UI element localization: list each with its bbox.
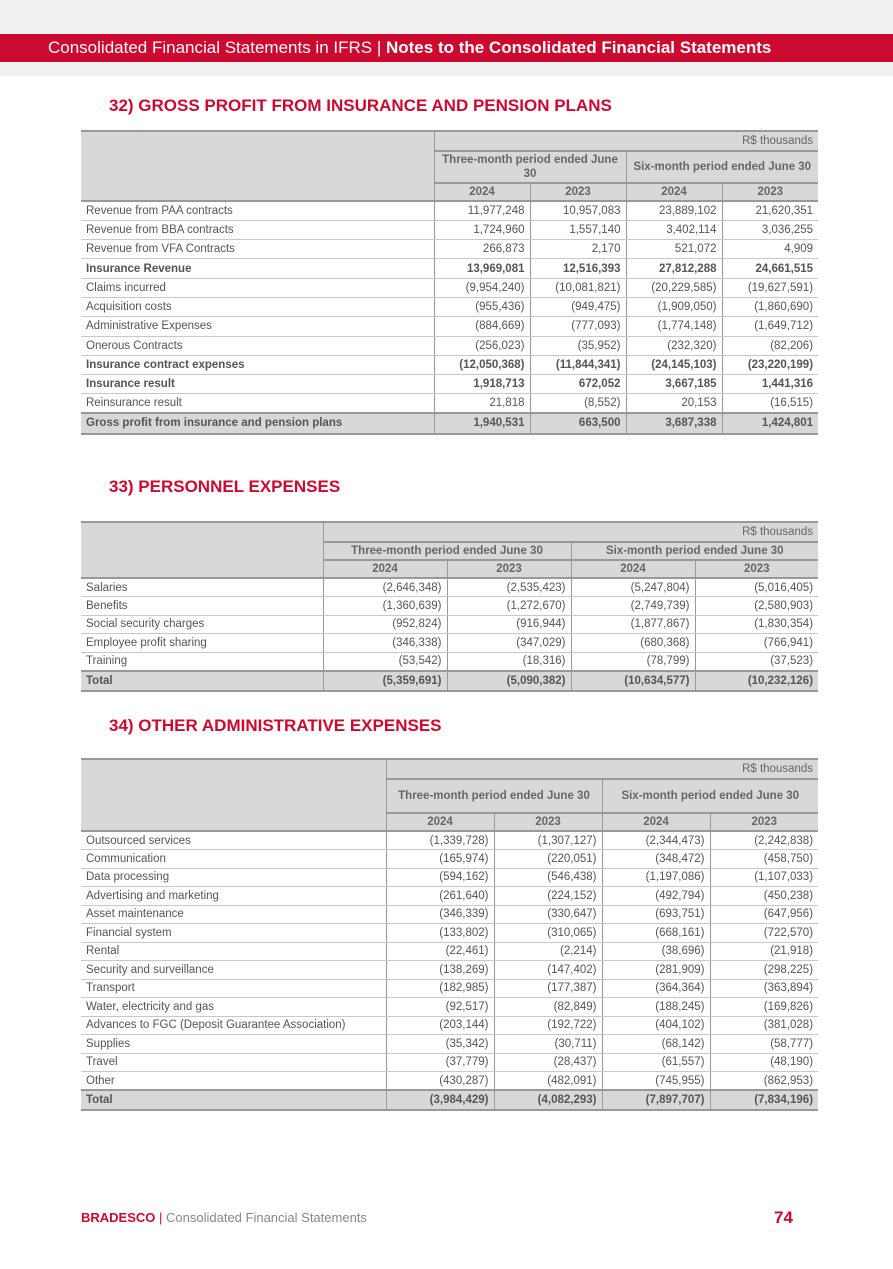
row-value: (949,475) [530,297,626,316]
table-row [81,887,818,906]
row-label: Data processing [81,868,386,887]
row-value: (450,238) [710,887,818,906]
row-label: Financial system [81,924,386,943]
row-label: Travel [81,1053,386,1072]
row-value: 3,036,255 [722,220,818,239]
row-value: (492,794) [602,887,710,906]
header-separator: | [372,38,386,57]
total-value: (7,897,707) [602,1090,710,1110]
row-value: (2,344,473) [602,831,710,850]
row-value: (16,515) [722,394,818,413]
row-value: (2,580,903) [695,597,818,616]
table-row [81,278,818,297]
row-label: Transport [81,979,386,998]
other-admin-expenses-table [81,758,818,1111]
row-value: (363,894) [710,979,818,998]
row-value: 3,667,185 [626,375,722,394]
row-value: (458,750) [710,850,818,869]
row-value: (2,242,838) [710,831,818,850]
row-value: (18,316) [447,652,571,671]
row-label: Claims incurred [81,278,434,297]
row-value: (10,081,821) [530,278,626,297]
total-row [81,671,818,691]
row-value: (37,523) [695,652,818,671]
row-value: (5,247,804) [571,578,695,597]
table-row [81,375,818,394]
footer-text: Consolidated Financial Statements [166,1210,367,1225]
row-value: (82,206) [722,336,818,355]
row-value: (92,517) [386,998,494,1017]
total-value: 1,424,801 [722,413,818,433]
row-value: (177,387) [494,979,602,998]
table-row [81,942,818,961]
row-value: (1,107,033) [710,868,818,887]
row-value: (346,338) [323,634,447,653]
row-value: 521,072 [626,240,722,259]
total-row [81,413,818,433]
row-value: (147,402) [494,961,602,980]
row-value: (364,364) [602,979,710,998]
header-bar [0,34,893,62]
row-value: 23,889,102 [626,201,722,220]
row-label: Other [81,1072,386,1091]
table-row [81,979,818,998]
row-value: (310,065) [494,924,602,943]
table-row [81,201,818,220]
footer [81,1210,367,1225]
row-value: 10,957,083 [530,201,626,220]
row-value: (61,557) [602,1053,710,1072]
row-value: (1,307,127) [494,831,602,850]
table-row [81,615,818,634]
row-value: 1,918,713 [434,375,530,394]
row-value: 1,441,316 [722,375,818,394]
row-value: (668,161) [602,924,710,943]
row-value: (952,824) [323,615,447,634]
row-value: 24,661,515 [722,259,818,278]
row-label: Advertising and marketing [81,887,386,906]
unit-label: R$ thousands [434,131,818,151]
total-label: Total [81,1090,386,1110]
row-value: (348,472) [602,850,710,869]
year-header: 2024 [323,560,447,578]
table-row [81,850,818,869]
year-header: 2024 [626,183,722,201]
period-header-six-month: Six-month period ended June 30 [571,542,818,560]
year-header: 2023 [447,560,571,578]
row-value: (745,955) [602,1072,710,1091]
total-value: 1,940,531 [434,413,530,433]
header-under-strip [0,62,893,76]
row-value: (11,844,341) [530,355,626,374]
row-value: (281,909) [602,961,710,980]
row-value: (2,749,739) [571,597,695,616]
row-value: (1,830,354) [695,615,818,634]
header-title: Notes to the Consolidated Financial Statements [385,38,772,57]
total-value: 663,500 [530,413,626,433]
row-value: (12,050,368) [434,355,530,374]
row-value: (1,909,050) [626,297,722,316]
row-value: (1,197,086) [602,868,710,887]
header-blank-cell [81,131,434,201]
row-value: (1,360,639) [323,597,447,616]
row-label: Administrative Expenses [81,317,434,336]
table-row [81,905,818,924]
row-value: (1,339,728) [386,831,494,850]
row-value: (955,436) [434,297,530,316]
year-header: 2024 [571,560,695,578]
row-label: Reinsurance result [81,394,434,413]
row-value: (203,144) [386,1016,494,1035]
row-label: Onerous Contracts [81,336,434,355]
row-value: (482,091) [494,1072,602,1091]
row-value: (24,145,103) [626,355,722,374]
unit-label: R$ thousands [323,522,818,542]
row-value: 20,153 [626,394,722,413]
row-value: (9,954,240) [434,278,530,297]
header-blank-cell [81,759,386,831]
row-value: (381,028) [710,1016,818,1035]
row-value: (298,225) [710,961,818,980]
table-row [81,220,818,239]
row-label: Advances to FGC (Deposit Guarantee Association) [81,1016,386,1035]
row-label: Insurance contract expenses [81,355,434,374]
row-label: Revenue from BBA contracts [81,220,434,239]
row-value: (777,093) [530,317,626,336]
row-value: (693,751) [602,905,710,924]
total-value: 3,687,338 [626,413,722,433]
table-row [81,924,818,943]
row-value: 1,557,140 [530,220,626,239]
row-value: (35,952) [530,336,626,355]
row-value: (23,220,199) [722,355,818,374]
row-value: (256,023) [434,336,530,355]
row-value: (133,802) [386,924,494,943]
row-value: (68,142) [602,1035,710,1054]
row-value: 11,977,248 [434,201,530,220]
row-value: (404,102) [602,1016,710,1035]
row-value: (346,339) [386,905,494,924]
row-value: (722,570) [710,924,818,943]
row-value: 3,402,114 [626,220,722,239]
row-value: (188,245) [602,998,710,1017]
year-header: 2023 [710,813,818,831]
row-value: 13,969,081 [434,259,530,278]
gross-profit-table [81,130,818,435]
row-value: (2,535,423) [447,578,571,597]
table-row [81,652,818,671]
year-header: 2023 [695,560,818,578]
personnel-expenses-table [81,521,818,692]
table-row [81,1035,818,1054]
table-row [81,317,818,336]
row-value: (884,669) [434,317,530,336]
header-blank-cell [81,522,323,578]
header-prefix: Consolidated Financial Statements in IFRS [48,38,373,57]
row-value: (430,287) [386,1072,494,1091]
row-label: Supplies [81,1035,386,1054]
row-value: (5,016,405) [695,578,818,597]
table-row [81,961,818,980]
row-value: (330,647) [494,905,602,924]
period-header-three-month: Three-month period ended June 30 [386,779,602,813]
table-row [81,578,818,597]
row-label: Asset maintenance [81,905,386,924]
year-header: 2023 [530,183,626,201]
row-value: (138,269) [386,961,494,980]
row-value: (28,437) [494,1053,602,1072]
row-value: (165,974) [386,850,494,869]
row-value: (224,152) [494,887,602,906]
row-value: (30,711) [494,1035,602,1054]
table-row [81,355,818,374]
year-header: 2024 [386,813,494,831]
row-value: (220,051) [494,850,602,869]
total-value: (10,634,577) [571,671,695,691]
row-value: (680,368) [571,634,695,653]
row-value: (38,696) [602,942,710,961]
row-value: (1,877,867) [571,615,695,634]
period-header-three-month: Three-month period ended June 30 [323,542,571,560]
table-row [81,634,818,653]
table-row [81,597,818,616]
table-row [81,1053,818,1072]
period-header-three-month: Three-month period ended June 30 [434,151,626,183]
table-row [81,868,818,887]
row-value: 12,516,393 [530,259,626,278]
row-value: (182,985) [386,979,494,998]
table-row [81,240,818,259]
row-label: Employee profit sharing [81,634,323,653]
row-value: (1,860,690) [722,297,818,316]
row-value: (347,029) [447,634,571,653]
row-label: Revenue from VFA Contracts [81,240,434,259]
row-value: 1,724,960 [434,220,530,239]
row-value: (169,826) [710,998,818,1017]
row-label: Insurance Revenue [81,259,434,278]
year-header: 2024 [602,813,710,831]
table-row [81,297,818,316]
row-label: Outsourced services [81,831,386,850]
table-row [81,831,818,850]
row-value: (1,774,148) [626,317,722,336]
row-value: 266,873 [434,240,530,259]
unit-label: R$ thousands [386,759,818,779]
row-value: 4,909 [722,240,818,259]
row-value: (53,542) [323,652,447,671]
row-value: (1,272,670) [447,597,571,616]
row-label: Insurance result [81,375,434,394]
table-row [81,1016,818,1035]
row-label: Water, electricity and gas [81,998,386,1017]
total-label: Total [81,671,323,691]
row-value: 2,170 [530,240,626,259]
row-value: (261,640) [386,887,494,906]
row-label: Revenue from PAA contracts [81,201,434,220]
total-value: (4,082,293) [494,1090,602,1110]
row-value: (647,956) [710,905,818,924]
row-value: 21,818 [434,394,530,413]
row-value: (192,722) [494,1016,602,1035]
row-value: (8,552) [530,394,626,413]
table-row [81,394,818,413]
row-value: (766,941) [695,634,818,653]
section-title-34: 34) OTHER ADMINISTRATIVE EXPENSES [109,716,442,735]
section-title-33: 33) PERSONNEL EXPENSES [109,477,341,496]
row-value: 27,812,288 [626,259,722,278]
footer-separator: | [155,1210,167,1225]
row-value: (37,779) [386,1053,494,1072]
row-value: (594,162) [386,868,494,887]
row-value: (21,918) [710,942,818,961]
row-value: (48,190) [710,1053,818,1072]
row-value: (20,229,585) [626,278,722,297]
row-value: 672,052 [530,375,626,394]
row-value: (1,649,712) [722,317,818,336]
total-value: (7,834,196) [710,1090,818,1110]
row-label: Training [81,652,323,671]
row-value: (2,646,348) [323,578,447,597]
table-row [81,336,818,355]
row-value: (916,944) [447,615,571,634]
footer-brand: BRADESCO [81,1210,156,1225]
top-strip [0,0,893,34]
row-label: Benefits [81,597,323,616]
row-label: Acquisition costs [81,297,434,316]
row-value: (82,849) [494,998,602,1017]
table-row [81,998,818,1017]
row-label: Salaries [81,578,323,597]
total-value: (5,090,382) [447,671,571,691]
row-value: (78,799) [571,652,695,671]
total-value: (5,359,691) [323,671,447,691]
period-header-six-month: Six-month period ended June 30 [626,151,818,183]
row-label: Communication [81,850,386,869]
year-header: 2023 [722,183,818,201]
total-value: (3,984,429) [386,1090,494,1110]
row-value: (2,214) [494,942,602,961]
row-value: (232,320) [626,336,722,355]
row-value: (22,461) [386,942,494,961]
row-value: 21,620,351 [722,201,818,220]
total-value: (10,232,126) [695,671,818,691]
total-row [81,1090,818,1110]
page-number: 74 [774,1208,793,1227]
row-value: (35,342) [386,1035,494,1054]
table-row [81,1072,818,1091]
table-row [81,259,818,278]
row-label: Social security charges [81,615,323,634]
row-value: (19,627,591) [722,278,818,297]
period-header-six-month: Six-month period ended June 30 [602,779,818,813]
year-header: 2023 [494,813,602,831]
total-label: Gross profit from insurance and pension plans [81,413,434,433]
row-label: Security and surveillance [81,961,386,980]
row-value: (862,953) [710,1072,818,1091]
section-title-32: 32) GROSS PROFIT FROM INSURANCE AND PENSION PLANS [109,96,612,115]
row-label: Rental [81,942,386,961]
row-value: (546,438) [494,868,602,887]
row-value: (58,777) [710,1035,818,1054]
year-header: 2024 [434,183,530,201]
